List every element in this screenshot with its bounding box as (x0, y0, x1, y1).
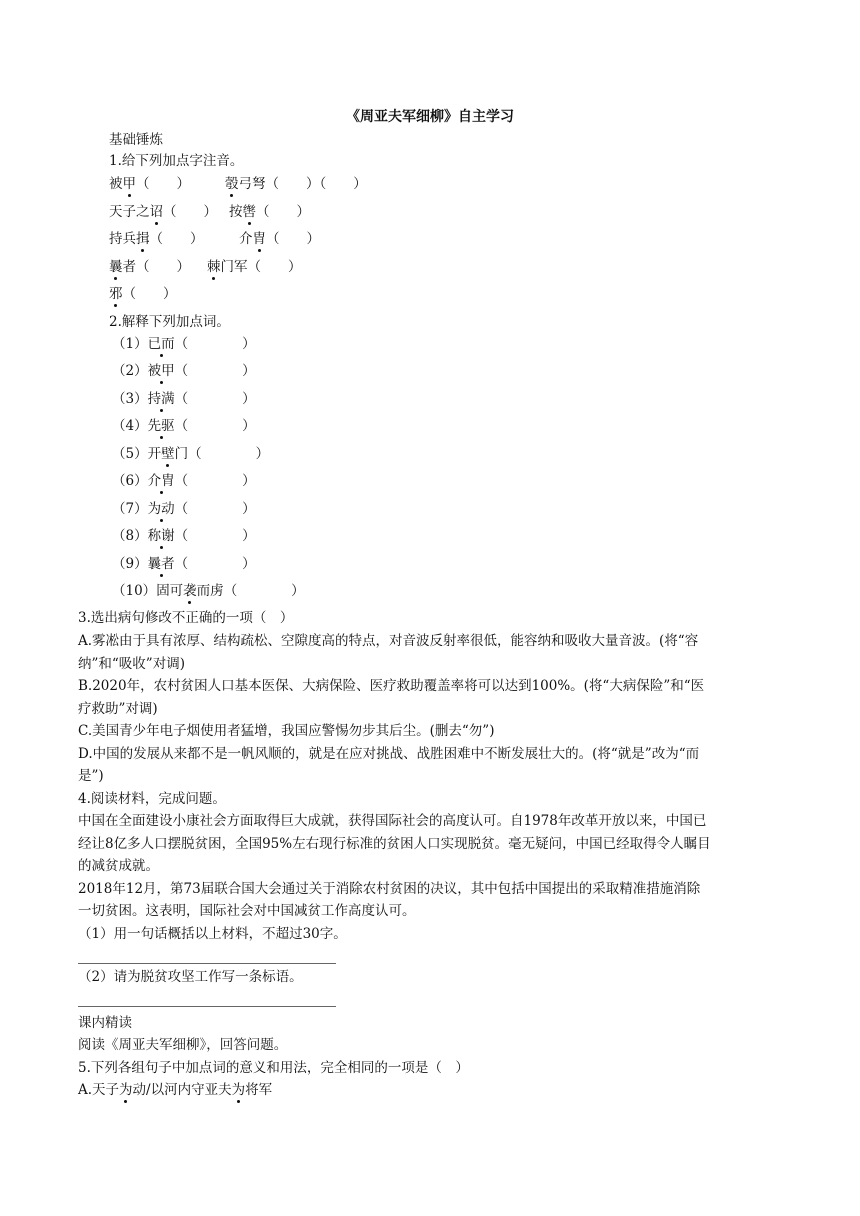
question-1-stem: 1.给下列加点字注音。 (109, 153, 244, 169)
q5-option-a: A.天子为动/以河内守亚夫为将军 (78, 1082, 273, 1098)
q4-material-line: 2018年12月，第73届联合国大会通过关于消除农村贫困的决议，其中包括中国提出的采取精准措施消除 (78, 881, 701, 897)
q1-row-5 (109, 285, 177, 303)
phonetic-item: 天子之诏（ ） (109, 204, 217, 220)
phonetic-item: 持兵揖（ ） (109, 231, 204, 247)
q4-material-line: 一切贫困。这表明，国际社会对中国减贫工作高度认可。 (78, 903, 416, 919)
q3-option-line: 纳”和“吸收”对调) (78, 656, 185, 672)
q4-sub-question-2: （2）请为脱贫攻坚工作写一条标语。 (78, 969, 303, 985)
phonetic-item: 邪（ ） (109, 286, 177, 302)
answer-line-1[interactable] (78, 963, 336, 964)
q4-material-line: 的减贫成就。 (78, 858, 159, 874)
q1-row-4 (109, 258, 302, 276)
question-5-stem: 5.下列各组句子中加点词的意义和用法，完全相同的一项是（ ） (78, 1060, 469, 1076)
q4-material-line: 中国在全面建设小康社会方面取得巨大成就，获得国际社会的高度认可。自1978年改革开放以来，中国已 (78, 813, 707, 829)
q1-row-3 (109, 230, 320, 248)
q3-option-line: A.雾凇由于具有浓厚、结构疏松、空隙度高的特点，对音波反射率很低，能容纳和吸收大量音波。(将“容 (78, 633, 699, 649)
section-heading-reading: 课内精读 (78, 1015, 132, 1031)
phonetic-item: 介胄（ ） (239, 231, 320, 247)
q2-item: （9）曩者（ ） (112, 556, 256, 572)
q1-row-2 (109, 203, 310, 221)
q2-item: （10）固可袭而虏（ ） (112, 583, 305, 599)
q2-item: （6）介胄（ ） (112, 473, 256, 489)
q2-item: （8）称谢（ ） (112, 528, 256, 544)
q2-item: （3）持满（ ） (112, 391, 256, 407)
q2-item: （4）先驱（ ） (112, 418, 256, 434)
q3-option-line: B.2020年，农村贫困人口基本医保、大病保险、医疗救助覆盖率将可以达到100%。(将“大病保险”和“医 (78, 678, 705, 694)
q1-row-1 (109, 175, 367, 193)
question-4-stem: 4.阅读材料，完成问题。 (78, 791, 226, 807)
q3-option-line: 是”) (78, 768, 104, 784)
q2-item: （7）为动（ ） (112, 501, 256, 517)
page-title: 《周亚夫军细柳》自主学习 (346, 109, 514, 125)
question-2-stem: 2.解释下列加点词。 (109, 314, 230, 330)
phonetic-item: 彀弓弩（ ）（ ） (225, 176, 367, 192)
question-3-stem: 3.选出病句修改不正确的一项（ ） (78, 610, 294, 626)
q3-option-line: D.中国的发展从来都不是一帆风顺的，就是在应对挑战、战胜困难中不断发展壮大的。(将“就是”改为“而 (78, 746, 700, 762)
q2-item: （5）开壁门（ ） (112, 446, 270, 462)
phonetic-item: 棘门军（ ） (207, 259, 302, 275)
q4-material-line: 经让8亿多人口摆脱贫困，全国95%左右现行标准的贫困人口实现脱贫。毫无疑问，中国已经取得令人瞩目 (78, 836, 711, 852)
q3-option-line: 疗救助”对调) (78, 701, 158, 717)
reading-intro: 阅读《周亚夫军细柳》，回答问题。 (78, 1037, 288, 1053)
answer-line-2[interactable] (78, 1006, 336, 1007)
q4-sub-question-1: （1）用一句话概括以上材料，不超过30字。 (78, 926, 347, 942)
q2-item: （1）已而（ ） (112, 336, 256, 352)
phonetic-item: 被甲（ ） (109, 176, 190, 192)
section-heading-basic: 基础锤炼 (109, 132, 163, 148)
phonetic-item: 按辔（ ） (229, 204, 310, 220)
phonetic-item: 曩者（ ） (109, 259, 190, 275)
q3-option-line: C.美国青少年电子烟使用者猛增，我国应警惕勿步其后尘。(删去“勿”) (78, 723, 495, 739)
q2-item: （2）被甲（ ） (112, 363, 256, 379)
